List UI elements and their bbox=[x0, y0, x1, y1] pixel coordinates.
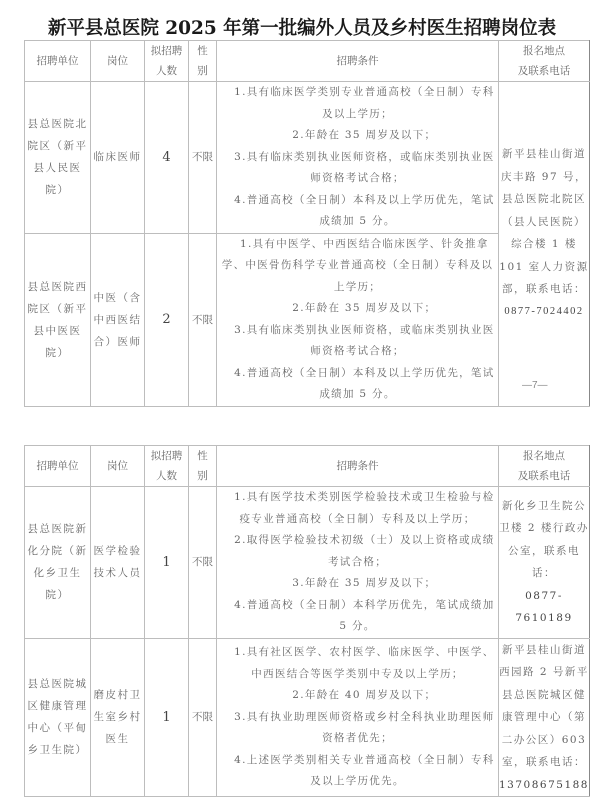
unit-cell: 县总医院北院区（新平县人民医院） bbox=[25, 82, 91, 234]
header-gender-line2: 别 bbox=[197, 470, 208, 482]
count-cell: 1 bbox=[145, 638, 189, 797]
condition-item: 2.年龄在 35 周岁及以下； bbox=[292, 302, 437, 314]
gender-cell: 不限 bbox=[189, 638, 217, 797]
unit-cell: 县总医院城区健康管理中心（平甸乡卫生院） bbox=[25, 638, 91, 797]
header-unit: 招聘单位 bbox=[25, 446, 91, 487]
count-cell: 2 bbox=[145, 233, 189, 406]
gender-cell: 不限 bbox=[189, 82, 217, 234]
recruitment-table-page-2 bbox=[24, 445, 590, 797]
condition-item: 2.年龄在 40 周岁及以下； bbox=[292, 689, 437, 701]
header-count-line1: 拟招聘 bbox=[150, 45, 183, 57]
contact-text: 新平县桂山街道西园路 2 号新平县总医院城区健康管理中心（第二办公区）603 室，联系电话： bbox=[499, 643, 589, 768]
condition-item: 1.具有临床医学类别专业普通高校（全日制）专科及以上学历； bbox=[234, 86, 495, 120]
conditions-cell bbox=[217, 487, 499, 639]
header-gender-line1: 性 bbox=[197, 450, 208, 462]
header-contact bbox=[499, 41, 590, 82]
condition-item: 4.普通高校（全日制）本科及以上学历优先，笔试成绩加 5 分。 bbox=[234, 193, 495, 227]
contact-phone: 0877-7610189 bbox=[515, 589, 573, 625]
conditions-cell bbox=[217, 233, 499, 406]
conditions-cell bbox=[217, 82, 499, 234]
unit-cell: 县总医院新化分院（新化乡卫生院） bbox=[25, 487, 91, 639]
condition-item: 4.上述医学类别相关专业普通高校（全日制）专科及以上学历优先。 bbox=[234, 753, 495, 787]
table-header-row bbox=[25, 41, 590, 82]
table-row bbox=[25, 638, 590, 797]
header-contact-line2: 及联系电话 bbox=[517, 65, 571, 77]
gender-cell: 不限 bbox=[189, 487, 217, 639]
header-gender bbox=[189, 446, 217, 487]
contact-phone: 0877-7024402 bbox=[504, 305, 584, 317]
condition-item: 1.具有社区医学、农村医学、临床医学、中医学、中西医结合等医学类别中专及以上学历； bbox=[234, 646, 495, 680]
header-position: 岗位 bbox=[91, 41, 145, 82]
table-row bbox=[25, 82, 590, 234]
header-contact bbox=[499, 446, 590, 487]
header-count-line2: 人数 bbox=[156, 470, 177, 482]
contact-cell-top: 新平县桂山街道庆丰路 97 号，县总医院北院区（县人民医院） bbox=[499, 82, 590, 234]
position-cell: 中医（含中西医结合）医师 bbox=[91, 233, 145, 406]
table-row bbox=[25, 233, 590, 406]
contact-cell bbox=[499, 638, 590, 797]
condition-item: 1.具有中医学、中西医结合临床医学、针灸推拿学、中医骨伤科学专业普通高校（全日制）专科及以上学历； bbox=[221, 237, 494, 293]
unit-cell: 县总医院西院区（新平县中医医院） bbox=[25, 233, 91, 406]
page-number: —7— bbox=[522, 380, 548, 391]
recruitment-table-page-1 bbox=[24, 40, 590, 407]
count-cell: 1 bbox=[145, 487, 189, 639]
contact-phone: 13708675188 bbox=[499, 778, 589, 791]
header-gender-line1: 性 bbox=[197, 45, 208, 57]
condition-item: 1.具有医学技术类别医学检验技术或卫生检验与检疫专业普通高校（全日制）专科及以上学历； bbox=[234, 491, 495, 525]
header-gender-line2: 别 bbox=[197, 65, 208, 77]
header-contact-line1: 报名地点 bbox=[523, 450, 565, 462]
header-gender bbox=[189, 41, 217, 82]
position-cell: 医学检验技术人员 bbox=[91, 487, 145, 639]
contact-cell bbox=[499, 487, 590, 639]
header-contact-line1: 报名地点 bbox=[523, 45, 565, 57]
header-contact-line2: 及联系电话 bbox=[517, 470, 571, 482]
gender-cell: 不限 bbox=[189, 233, 217, 406]
header-count-line1: 拟招聘 bbox=[150, 450, 183, 462]
condition-item: 3.年龄在 35 周岁及以下； bbox=[292, 577, 437, 589]
count-cell: 4 bbox=[145, 82, 189, 234]
header-position: 岗位 bbox=[91, 446, 145, 487]
position-cell: 临床医师 bbox=[91, 82, 145, 234]
header-count bbox=[145, 41, 189, 82]
table-row bbox=[25, 487, 590, 639]
header-conditions: 招聘条件 bbox=[217, 446, 499, 487]
document-title: 新平县总医院 2025 年第一批编外人员及乡村医生招聘岗位表 bbox=[47, 18, 557, 39]
condition-item: 4.普通高校（全日制）本科及以上学历优先，笔试成绩加 5 分。 bbox=[234, 366, 495, 400]
table-header-row bbox=[25, 446, 590, 487]
condition-item: 2.取得医学检验技术初级（士）及以上资格或成绩考试合格； bbox=[234, 534, 495, 568]
condition-item: 3.具有执业助理医师资格或乡村全科执业助理医师资格者优先； bbox=[234, 710, 495, 744]
contact-text: 综合楼 1 楼 101 室人力资源部，联系电话： bbox=[499, 238, 589, 295]
header-conditions: 招聘条件 bbox=[217, 41, 499, 82]
header-count-line2: 人数 bbox=[156, 65, 177, 77]
contact-text: 新化乡卫生院公卫楼 2 楼行政办公室，联系电话： bbox=[499, 499, 589, 580]
condition-item: 2.年龄在 35 周岁及以下； bbox=[292, 129, 437, 141]
conditions-cell bbox=[217, 638, 499, 797]
position-cell: 磨皮村卫生室乡村医生 bbox=[91, 638, 145, 797]
condition-item: 3.具有临床类别执业医师资格，或临床类别执业医师资格考试合格； bbox=[234, 150, 495, 184]
header-count bbox=[145, 446, 189, 487]
header-unit: 招聘单位 bbox=[25, 41, 91, 82]
condition-item: 4.普通高校（全日制）本科学历优先，笔试成绩加 5 分。 bbox=[234, 598, 495, 632]
condition-item: 3.具有临床类别执业医师资格，或临床类别执业医师资格考试合格； bbox=[234, 323, 495, 357]
